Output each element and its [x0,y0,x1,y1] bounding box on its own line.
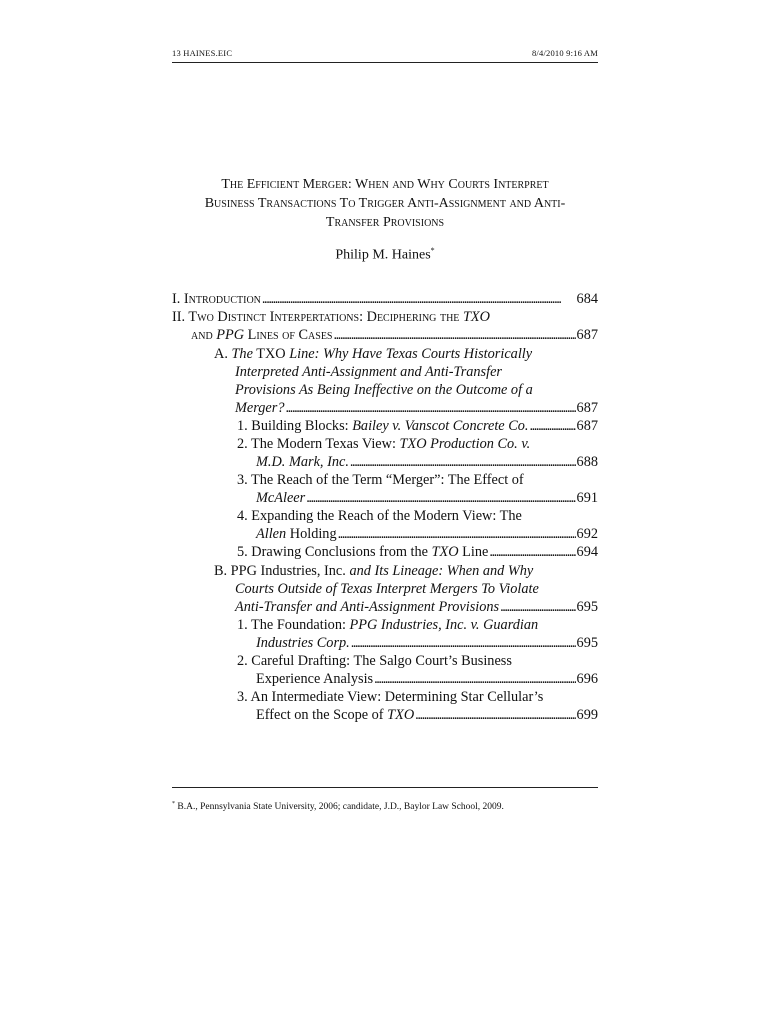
footnote-text: B.A., Pennsylvania State University, 2006; candidate, J.D., Baylor Law School, 2009. [175,802,504,813]
toc-entry-a3-line1 [237,471,524,489]
toc-entry-a1 [237,417,598,435]
toc-text-italic: PPG Industries, Inc. v. Guardian [349,617,539,633]
toc-text: B. PPG Industries, Inc. [214,563,350,579]
toc-page-number: 696 [576,671,598,687]
toc-entry-b1-line1 [237,616,538,634]
footnote-mark: * [172,801,175,807]
toc-text-italic: The [231,346,253,362]
toc-text-part: and [191,327,217,343]
header-file-name: 13 HAINES.EIC [172,48,233,58]
toc-entry-introduction [172,290,598,308]
toc-text-part: Lines of Cases [244,327,333,343]
toc-text: A. [214,346,232,362]
toc-text: 2. Careful Drafting: The Salgo Court’s Business [237,653,512,669]
author-footnote-mark: * [430,246,435,255]
toc-entry-b3-line2 [256,706,598,724]
toc-text: II. Two Distinct Interpertations: Deciphering the [172,309,463,325]
toc-leader-dots [489,543,575,561]
toc-text-italic: M.D. Mark, Inc. [256,454,349,470]
toc-leader-dots [306,489,575,507]
toc-entry-a4-line2 [256,525,598,543]
toc-page-number: 687 [576,327,598,343]
toc-text-italic: Courts Outside of Texas Interpret Mergers To Violate [235,581,539,597]
toc-page-number: 691 [576,490,598,506]
toc-leader-dots [286,399,576,417]
title-line-2: Business Transactions To Trigger Anti-Assignment and Anti- [204,196,566,211]
toc-text-italic: TXO [387,707,415,723]
toc-page-number: 692 [576,526,598,542]
toc-entry-a-line1 [214,345,532,363]
footnote [172,801,598,812]
toc-entry-b-line1 [214,562,533,580]
toc-text-italic: TXO Production Co. v. [399,436,531,452]
title-line-3: Transfer Provisions [325,215,445,230]
toc-text-part: 5. Drawing Conclusions from the [237,544,432,560]
toc-text-part: 1. Building Blocks: [237,418,353,434]
toc-entry-b2-line2 [256,670,598,688]
toc-text-italic: Allen [256,526,287,542]
toc-entry-a-line3 [235,381,533,399]
toc-page-number: 694 [576,544,598,560]
toc-text-italic: Provisions As Being Ineffective on the Outcome of a [235,382,533,398]
toc-text-italic: Interpreted Anti-Assignment and Anti-Transfer [235,364,502,380]
toc-text [191,326,333,344]
toc-text: 4. Expanding the Reach of the Modern View: The [237,508,522,524]
toc-text-italic: TXO [431,544,459,560]
running-header [172,44,598,63]
header-timestamp: 8/4/2010 9:16 AM [531,48,598,58]
article-title [160,175,610,232]
toc-text-italic: Industries Corp. [256,635,350,651]
toc-text: 3. The Reach of the Term “Merger”: The Effect of [237,472,524,488]
toc-leader-dots [500,598,575,616]
toc-text-italic: and Its Lineage: When and Why [349,563,534,579]
toc-text: TXO [252,346,290,362]
toc-leader-dots [374,670,575,688]
toc-text: Experience Analysis [256,671,374,687]
toc-entry-b-line2 [235,580,539,598]
toc-text: I. Introduction [172,291,261,307]
toc-leader-dots [338,525,576,543]
toc-leader-dots [529,417,575,435]
toc-page-number: 695 [576,599,598,615]
author-name: Philip M. Haines [335,247,431,263]
toc-page-number: 699 [576,707,598,723]
toc-leader-dots [334,326,576,344]
footnote-divider [172,787,598,788]
toc-leader-dots [351,634,576,652]
toc-text [237,417,528,435]
toc-leader-dots [350,453,576,471]
title-line-1: The Efficient Merger: When and Why Courts Interpret [221,177,549,192]
toc-text-italic: Merger? [235,400,285,416]
toc-page-number: 695 [576,635,598,651]
toc-text [237,543,488,561]
toc-text-part: Holding [286,526,337,542]
toc-text-italic: TXO [462,309,490,325]
toc-text [256,706,414,724]
toc-text: 2. The Modern Texas View: [237,436,400,452]
toc-page-number: 688 [576,454,598,470]
toc-page-number: 687 [576,400,598,416]
toc-page-number: 684 [576,291,598,307]
toc-page-number: 687 [576,418,598,434]
toc-text-part: Line [458,544,489,560]
toc-entry-ii-line2 [191,326,598,344]
toc-text: 1. The Foundation: [237,617,350,633]
toc-leader-dots [415,706,575,724]
toc-text-italic: McAleer [256,490,306,506]
author-line [160,246,610,264]
toc-entry-b2-line1 [237,652,512,670]
toc-leader-dots [262,290,576,308]
toc-entry-a2-line1 [237,435,530,453]
toc-entry-ii-line1 [172,308,490,326]
toc-text-part: Effect on the Scope of [256,707,388,723]
toc-text-italic: Bailey v. Vanscot Concrete Co. [352,418,529,434]
toc-text: 3. An Intermediate View: Determining Star Cellular’s [237,689,544,705]
toc-entry-b1-line2 [256,634,598,652]
toc-entry-a-line4 [235,399,598,417]
toc-entry-a3-line2 [256,489,598,507]
toc-text-italic: Anti-Transfer and Anti-Assignment Provisions [235,599,500,615]
toc-entry-a-line2 [235,363,502,381]
toc-text-italic: Line: Why Have Texas Courts Historically [289,346,533,362]
toc-text-italic: PPG [216,327,245,343]
toc-entry-a5 [237,543,598,561]
toc-entry-a4-line1 [237,507,522,525]
toc-entry-b-line3 [235,598,598,616]
toc-entry-a2-line2 [256,453,598,471]
toc-text [256,525,337,543]
toc-entry-b3-line1 [237,688,543,706]
